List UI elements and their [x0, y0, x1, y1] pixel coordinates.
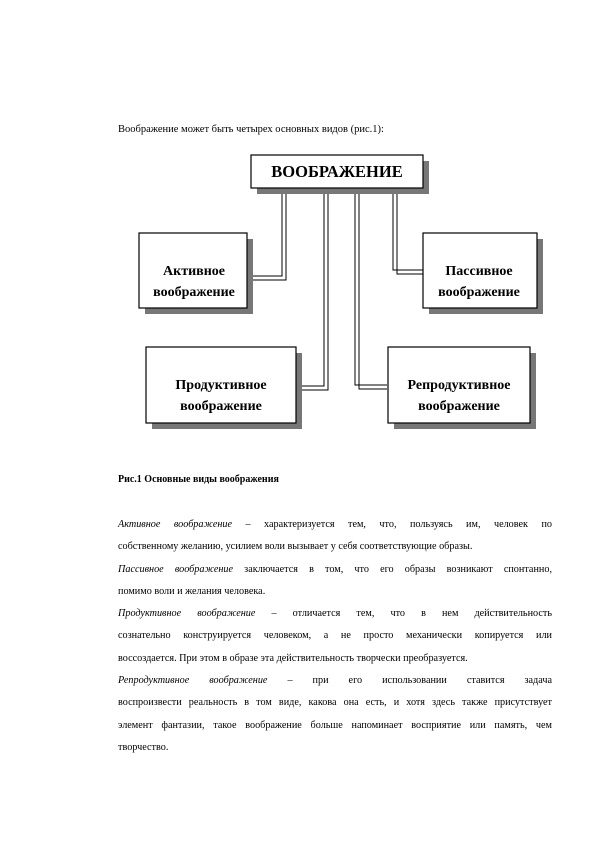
connector-reproductive: [355, 189, 387, 385]
term-active: Активное воображение: [118, 519, 233, 530]
paragraph-productive-line1: – отличается тем, что в нем действительность: [255, 608, 552, 619]
paragraph-passive-line2: помимо воли и желания человека.: [118, 586, 266, 598]
paragraph-active-line1: – характеризуется тем, что, пользуясь им, человек по: [232, 519, 552, 530]
paragraph-passive-line1: заключается в том, что его образы возникают спонтанно,: [233, 564, 552, 575]
reproductive-label-line1: Репродуктивное: [407, 378, 511, 393]
passive-label-line2: воображение: [438, 285, 520, 300]
paragraph-active-line2: собственному желанию, усилием воли вызывает у себя соответствующие образы.: [118, 541, 473, 553]
term-passive: Пассивное воображение: [118, 564, 234, 575]
intro-text: Воображение может быть четырех основных видов (рис.1):: [118, 124, 384, 135]
term-reproductive: Репродуктивное воображение: [118, 675, 268, 686]
paragraph-reproductive-line4: творчество.: [118, 742, 169, 754]
root-box: [251, 155, 429, 194]
paragraph-productive-line2: сознательно конструируется человеком, а не просто механически копируется или: [118, 630, 552, 642]
figure-caption: Рис.1 Основные виды воображения: [118, 474, 279, 485]
passive-label-line1: Пассивное: [445, 264, 513, 279]
reproductive-label-line2: воображение: [418, 399, 500, 414]
active-label-line2: воображение: [153, 285, 235, 300]
term-productive: Продуктивное воображение: [118, 608, 256, 619]
passive-box: [423, 233, 543, 314]
reproductive-box: [388, 347, 536, 429]
productive-label-line1: Продуктивное: [175, 378, 267, 393]
productive-label-line2: воображение: [180, 399, 262, 414]
paragraph-reproductive: [118, 670, 552, 760]
root-label: ВООБРАЖЕНИЕ: [271, 162, 403, 181]
paragraph-reproductive-line2: воспроизвести реальность в том виде, какова она есть, и хотя здесь также присутствует: [118, 697, 552, 709]
paragraph-productive-line3: воссоздается. При этом в образе эта действительность творчески преобразуется.: [118, 652, 468, 664]
connector-passive: [393, 189, 425, 270]
connector-active: [252, 189, 282, 276]
paragraph-passive: [118, 559, 552, 604]
paragraph-reproductive-line1: – при его использовании ставится задача: [267, 675, 553, 686]
productive-box: [146, 347, 302, 429]
paragraph-active: [118, 514, 552, 559]
paragraph-productive: [118, 603, 552, 670]
active-box: [139, 233, 253, 314]
paragraph-reproductive-line3: элемент фантазии, такое воображение больше напоминает восприятие или память, чем: [118, 719, 552, 731]
active-label-line1: Активное: [163, 264, 225, 279]
